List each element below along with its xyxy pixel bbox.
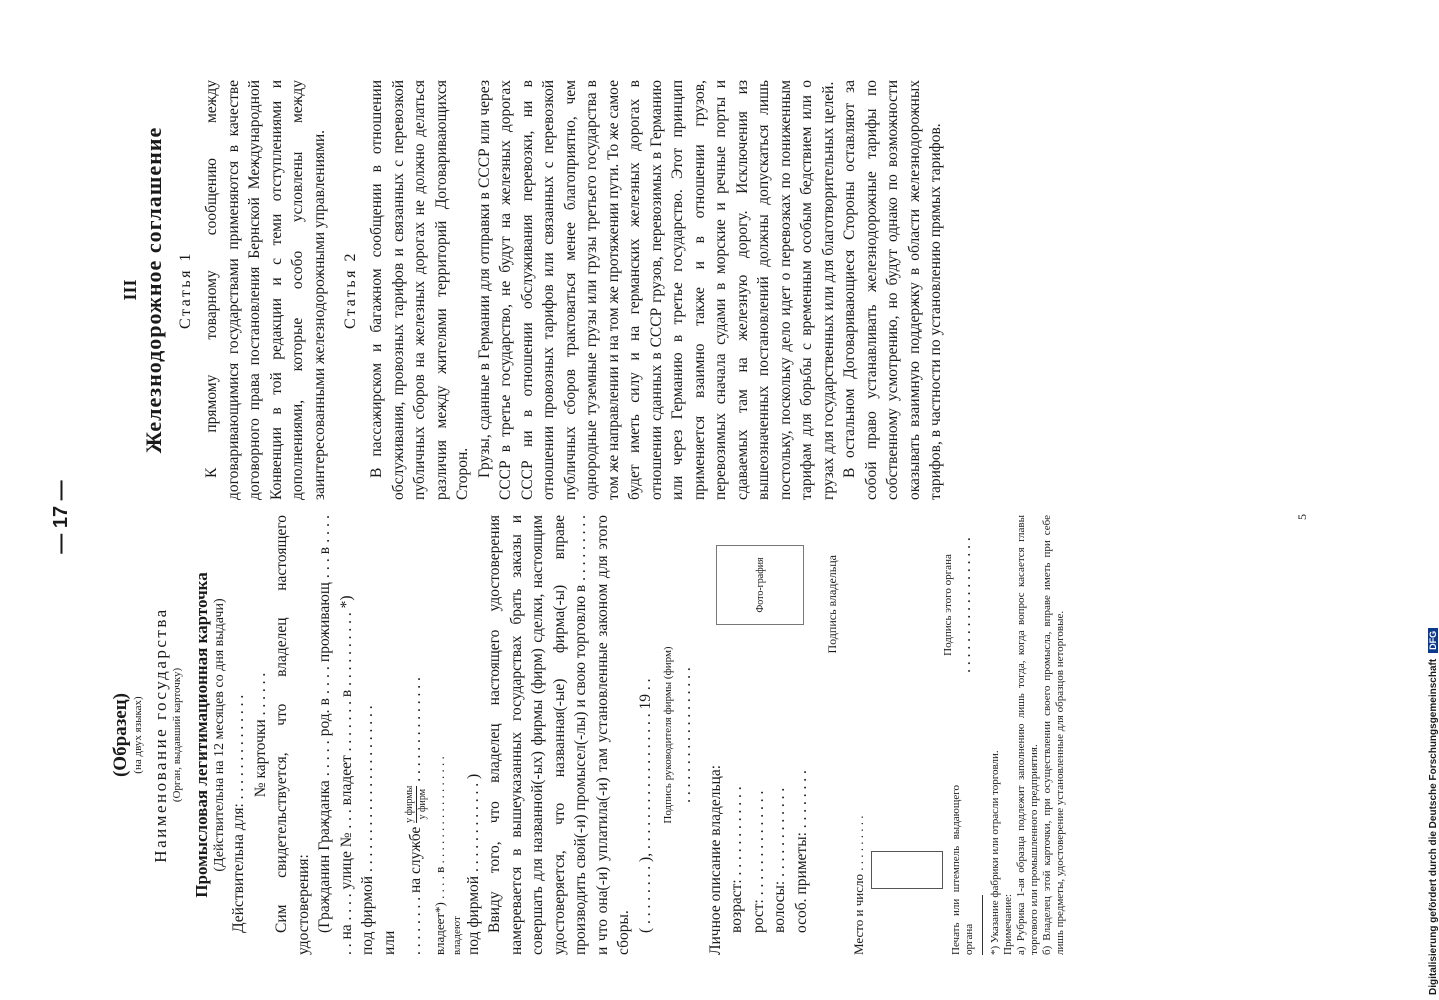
signature-dots: . . . . . . . . . . . . . . . . . . (677, 667, 694, 803)
firm-line: под фирмой . . . . . . . . . . . . . . . . . . . . . . (359, 705, 376, 955)
footnote-rule (982, 895, 983, 955)
dfg-logo: DFG (1428, 628, 1438, 653)
article-2-paragraph-1: В пассажирском и багажном сообщении в отношении обслуживания, провозных тарифов и связанных с перевозкой публичных сборов на железных дорогах не должно делаться различия между жителями территорий Договаривающихся Сторон. (368, 80, 471, 500)
card-validity: (Действительна на 12 месяцев со дня выдачи) (212, 598, 227, 872)
page-number-bottom: 5 (1295, 514, 1309, 520)
certify-text: Сим свидетельствуется, что владелец настоящего удостоверения: (273, 515, 312, 955)
note-label: Примечание: (1002, 893, 1014, 955)
sample-heading: (Образец) (110, 693, 131, 778)
owner-signature-label: Подпись владельца (825, 555, 839, 654)
place-stamp-row (848, 515, 977, 955)
height-line: рост: . . . . . . . . . . . . . . (749, 790, 767, 933)
article-1-text: К прямому товарному сообщению между договаривающимися государствами применяются в качестве договорного права постановления Бернской Международной Конвенции в той редакции и с теми отступлениями и дополнениями, которые особо условлены между заинтересованными железнодорожными управлениями. (203, 80, 328, 500)
service-text: . . . . . . . . на службе (407, 826, 425, 955)
marks-line: особ. приметы: . . . . . . . . (792, 770, 810, 933)
age-line: возраст: . . . . . . . . . . . . (728, 786, 745, 933)
firm-signature-label: Подпись руководителя фирмы (фирм) (662, 646, 674, 824)
section-title: Железнодорожное соглашение (141, 126, 166, 454)
note-a: а) Рубрика 1-ая образца подлежит заполнению лишь тогда, когда вопрос касается главы торгового или промышленного предприятия. (1015, 515, 1040, 955)
sample-subheading: (на двух языках) (132, 696, 144, 774)
left-column (110, 515, 1067, 955)
article-1-heading: Статья 1 (177, 251, 194, 329)
article-2-heading: Статья 2 (342, 251, 359, 329)
description-label: Личное описание владельца: (706, 764, 724, 955)
valid-for-line: Действительна для: . . . . . . . . . . . . . . (230, 694, 247, 933)
or-line: или (380, 930, 398, 955)
note-b: б) Владелец этой карточки, при осуществлении своего промысла, вправе иметь при себе лишь предметы, удостоверение установленные для образцов неторговые. (1041, 515, 1066, 955)
authority-signature-label: Подпись этого органа (941, 554, 954, 656)
rotated-scan (50, 55, 1309, 955)
firm-line-2: под фирмой . . . . . . . . . . . . ) (464, 773, 482, 955)
date-line: ( . . . . . . . . ), . . . . . . . . . . . . . . . . . . 19 . . (636, 678, 654, 933)
authority-block (942, 515, 977, 695)
stamp-label: Печать или штемпель выдающего органа (950, 785, 975, 955)
authority-dots: . . . . . . . . . . . . . . . . . . (956, 537, 974, 673)
stamp-box (871, 851, 943, 889)
state-subtitle: (Орган, выдавший карточку) (171, 667, 183, 803)
state-name: Наименование государства (151, 607, 170, 863)
place-stamp-block (848, 785, 977, 955)
photo-box (716, 545, 804, 625)
right-column (110, 80, 947, 500)
page-number-top: — 17 — (50, 480, 72, 554)
owner-line: владеет*) . . . . в . . . . . . . . . . . . . . . . . (432, 756, 447, 955)
article-2-paragraph-2: Грузы, сданные в Германии для отправки в СССР или через СССР в третье государство, не будут на железных дорогах СССР ни в отношении обслуживания перевозки, ни в отношении провозных тарифов или связанных с перевозкой публичных сборов трактоваться менее благоприятно, чем однородные туземные грузы или грузы третьего государства в том же направлении и на том же протяжении пути. То же самое будет иметь силу и на германских железных дорогах в отношении сданных в СССР грузов, перевозимых в Германию или через Германию в третье государство. Этот принцип применяется взаимно также и в отношении грузов, перевозимых сначала судами в морские и речные порты и сдаваемых там на железную дорогу. Исключения из вышеозначенных постановлений должны допускаться лишь постольку, поскольку дело идет о перевозках по пониженным тарифам для борьбы с временным особым бедствием или о грузах для государственных или для благотворительных целей. (475, 80, 837, 500)
article-2-paragraph-3: В остальном Договаривающиеся Стороны оставляют за собой право устанавливать железнодорожные тарифы по собственному усмотрению, но будут однако по возможности оказывать взаимную поддержку в области железнодорожных тарифов, в частности по установлению прямых тарифов. (841, 80, 944, 500)
card-title: Промысловая легитимационная карточка (192, 572, 211, 898)
citizen-text: (Гражданин Гражданка . . . . . род. в . . . . проживающ . . . в . . . . . . на . . . . улице № . . . владеет . . . . . . . в . . . . . . . . . . *) (316, 515, 355, 955)
fraction-bottom: у фирм (417, 788, 428, 820)
firm-fraction (404, 786, 429, 823)
section-roman: III (120, 279, 140, 301)
owner-plural: владеют (450, 916, 463, 955)
fraction-top: у фирмы (404, 785, 415, 823)
hair-line: волосы: . . . . . . . . . . . . (771, 787, 788, 933)
margin-credit (1404, 0, 1439, 1000)
description-block (726, 515, 822, 955)
photo-label: Фото-графия (754, 557, 766, 613)
footnote: *) Указание фабрики или отрасли торговли. (989, 750, 1001, 955)
credit-text: Digitalisierung gefördert durch die Deutsche Forschungsgemeinschaft (1428, 658, 1439, 995)
body-text: Ввиду того, что владелец настоящего удостоверения намеревается в вышеуказанных государствах брать заказы и совершать для названной(-ых) фирмы (фирм) сделки, настоящим удостоверяется, что названная(-ые) фирма(-ы) вправе производить свой(-и) промысел(-лы) и свою торговлю в . . . . . . . . . и что она(-и) уплатила(-и) там установленные законом для этого сборы. (486, 515, 632, 955)
service-line: . . . . . . . . на службе у фирмы у фирм . . . . . . . . . . . . . . (404, 677, 428, 955)
place-date-line: Место и число . . . . . . . . . (850, 815, 866, 955)
card-number-line: № карточки . . . . . . (251, 672, 269, 798)
